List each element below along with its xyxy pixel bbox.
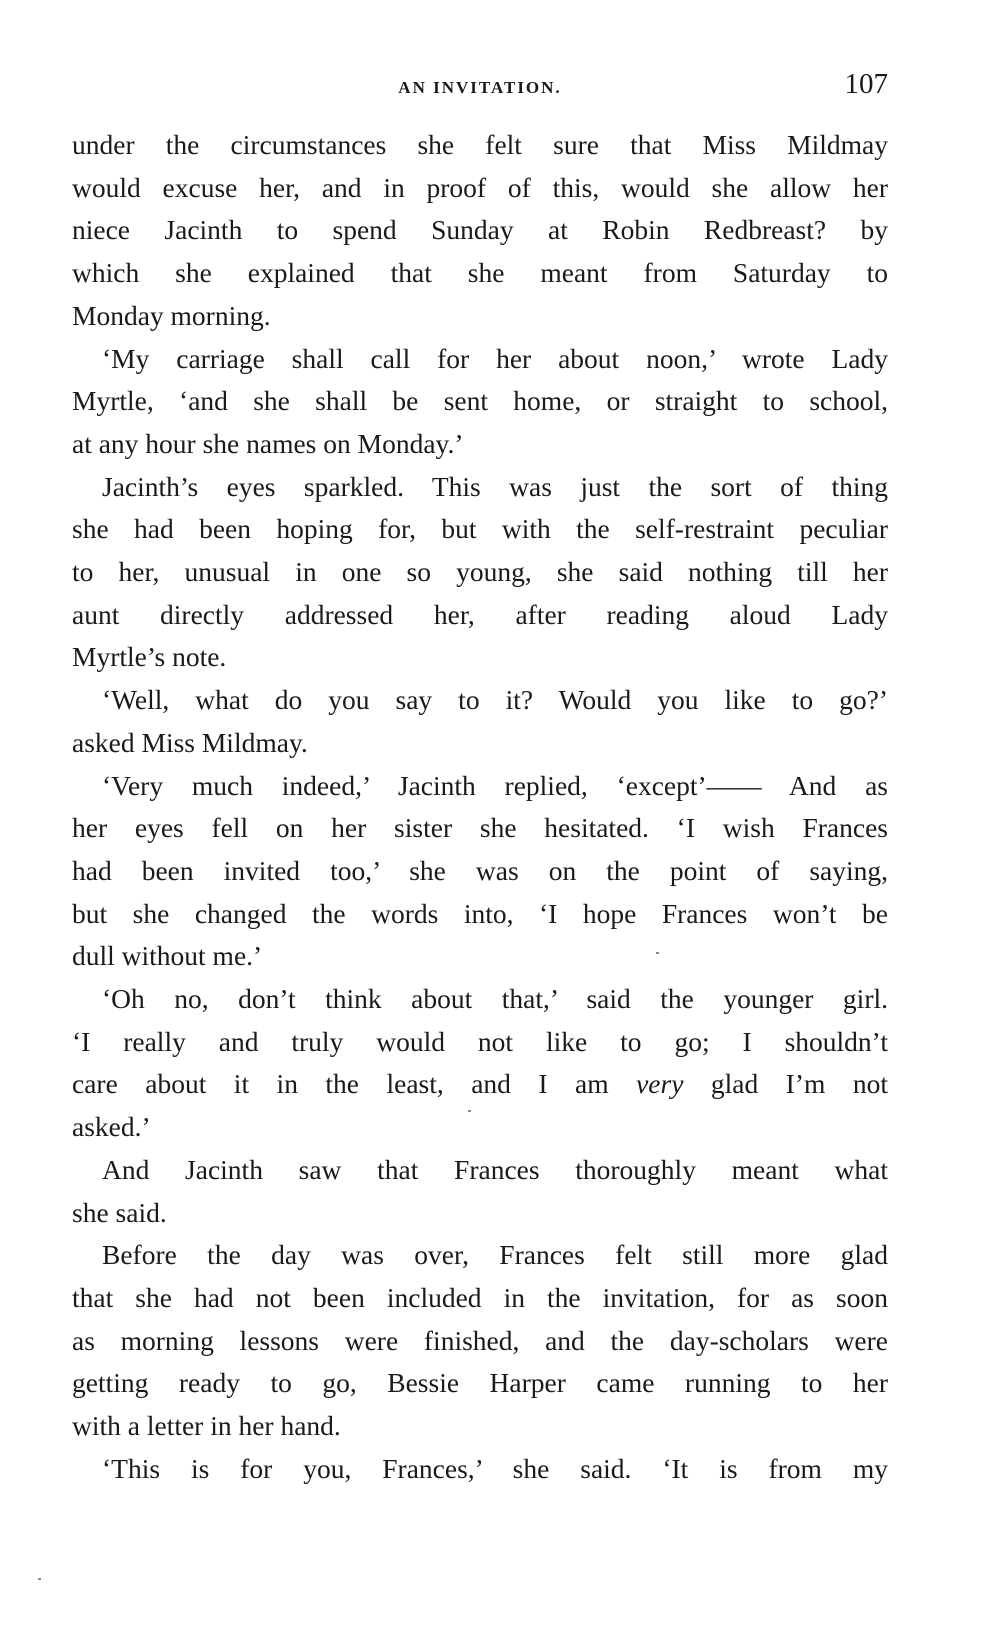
text-line: niece Jacinth to spend Sunday at Robin Redbreast? by <box>72 214 888 246</box>
text-line: getting ready to go, Bessie Harper came running to her <box>72 1367 888 1399</box>
text-line: under the circumstances she felt sure that Miss Mildmay <box>72 129 888 160</box>
text-line: Myrtle, ‘and she shall be sent home, or straight to school, <box>72 385 888 417</box>
text-line: at any hour she names on Monday.’ <box>72 427 464 459</box>
text-line: aunt directly addressed her, after reading aloud Lady <box>72 598 888 630</box>
text-line: that she had not been included in the invitation, for as soon <box>72 1281 888 1313</box>
page-number: 107 <box>844 68 888 100</box>
body-text <box>72 124 888 1491</box>
text-line: dull without me.’ <box>72 940 263 972</box>
text-line: Myrtle’s note. <box>72 641 227 673</box>
text-line: Jacinth’s eyes sparkled. This was just the sort of thing <box>102 470 888 502</box>
text-line: And Jacinth saw that Frances thoroughly meant what <box>102 1153 888 1185</box>
paper-speck <box>468 1110 471 1112</box>
text-line: asked Miss Mildmay. <box>72 726 308 758</box>
text-line: ‘My carriage shall call for her about noon,’ wrote Lady <box>102 342 888 374</box>
text-line: ‘Well, what do you say to it? Would you like to go?’ <box>102 684 888 716</box>
text-line: Monday morning. <box>72 299 271 331</box>
text-line: as morning lessons were finished, and the day-scholars were <box>72 1324 888 1356</box>
text-line: ‘Very much indeed,’ Jacinth replied, ‘except’—— And as <box>102 769 888 801</box>
text-line: had been invited too,’ she was on the point of saying, <box>72 854 888 886</box>
text-line: asked.’ <box>72 1111 151 1143</box>
text-line: with a letter in her hand. <box>72 1410 341 1442</box>
paper-speck <box>38 1578 41 1580</box>
text-line: she had been hoping for, but with the self-restraint peculiar <box>72 513 888 545</box>
text-line: ‘I really and truly would not like to go; I shouldn’t <box>72 1025 888 1057</box>
text-line: but she changed the words into, ‘I hope Frances won’t be <box>72 897 888 929</box>
paper-speck <box>656 952 659 954</box>
text-line: to her, unusual in one so young, she said nothing till her <box>72 556 888 588</box>
running-title: AN INVITATION. <box>398 78 562 97</box>
text-line: care about it in the least, and I am very glad I’m not <box>72 1068 888 1100</box>
page-header <box>72 68 888 104</box>
text-line: her eyes fell on her sister she hesitated. ‘I wish Frances <box>72 812 888 844</box>
text-line: ‘This is for you, Frances,’ she said. ‘It is from my <box>102 1452 888 1484</box>
text-line: ‘Oh no, don’t think about that,’ said the younger girl. <box>102 983 888 1015</box>
italic-emphasis: very <box>636 1068 684 1100</box>
text-line: she said. <box>72 1196 167 1228</box>
text-line: would excuse her, and in proof of this, would she allow her <box>72 171 888 203</box>
text-line: which she explained that she meant from Saturday to <box>72 257 888 289</box>
text-line: Before the day was over, Frances felt still more glad <box>102 1239 888 1271</box>
